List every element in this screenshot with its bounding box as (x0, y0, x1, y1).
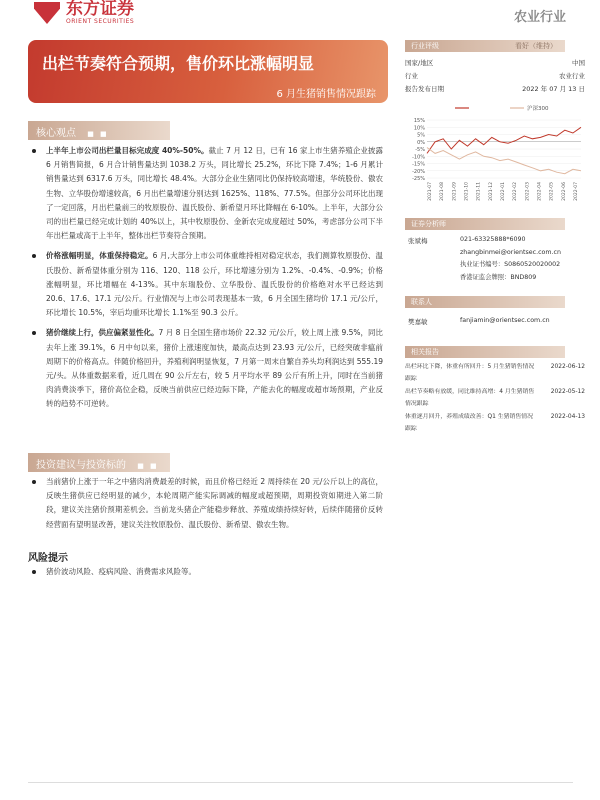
report-subtitle: 6 月生猪销售情况跟踪 (276, 89, 376, 100)
section-title: 投资建议与投资标的 (36, 460, 126, 471)
analyst-license: 香港证监会牌照：BND809 (460, 273, 537, 281)
analyst-cert: 执业证书编号：S0860520020002 (460, 261, 561, 268)
core-point (28, 144, 383, 243)
y-tick-label: 0% (417, 139, 425, 146)
info-value: 中国 (572, 59, 585, 67)
investment-point: 当前猪价上涨于一年之中猪肉消费最差的时候，而且价格已经近 2 周持续在 20 元/公斤以上的高位，反映生猪供应已经明显的减少，本轮周期产能实际调减的幅度或超预期，周期投资如期进入第二阶段，建议关注猪价预期差机会。当前龙头猪企产能稳步释放、养殖成绩持续好转，后续伴随猪价反转经营面有望明显改善，建议关注牧原股份、温氏股份、新希望、傲农生物。 (28, 475, 383, 532)
x-tick-label: 2022-02 (513, 182, 519, 201)
footer-divider (28, 782, 573, 783)
related-date: 2022-04-13 (550, 414, 585, 420)
chart-x-axis (427, 182, 579, 201)
core-point-lead: 上半年上市公司出栏量目标完成度 40%-50%。 (46, 146, 209, 155)
related-report[interactable] (405, 387, 585, 410)
rating-head: 行业评级 (411, 42, 439, 50)
x-tick-label: 2022-07 (574, 182, 579, 201)
logo-icon (34, 2, 60, 24)
contact-name: 樊嘉敏 (408, 318, 428, 326)
risk-list (28, 565, 383, 579)
series-line-0 (427, 127, 581, 153)
related-report[interactable] (405, 412, 585, 435)
related-date: 2022-06-12 (550, 364, 585, 370)
section-invest-header (28, 453, 170, 472)
contact-head: 联系人 (411, 298, 432, 306)
section-title: 核心观点 (36, 128, 76, 139)
core-points-list (28, 144, 383, 412)
x-tick-label: 2021-08 (440, 182, 446, 201)
info-key: 报告发布日期 (405, 85, 444, 93)
analyst-email[interactable]: zhangbinmei@orientsec.com.cn (460, 248, 561, 256)
report-title: 出栏节奏符合预期，售价环比涨幅明显 (42, 54, 315, 73)
y-tick-label: 5% (417, 132, 425, 139)
core-point (28, 249, 383, 320)
risk-title: 风险提示 (28, 553, 68, 564)
core-point (28, 326, 383, 411)
chart-grid (427, 120, 581, 178)
info-key: 行业 (405, 72, 418, 80)
industry-label: 农业行业 (513, 10, 566, 25)
rating-header (405, 40, 565, 52)
analyst-phone: 021-63325888*6090 (460, 236, 526, 243)
x-tick-label: 2021-12 (488, 182, 494, 201)
related-report[interactable] (405, 362, 585, 385)
y-tick-label: -20% (412, 168, 425, 175)
x-tick-label: 2022-01 (501, 182, 506, 201)
logo-subtext: ORIENT SECURITIES (66, 18, 135, 25)
x-tick-label: 2022-04 (537, 182, 543, 201)
y-tick-label: -25% (412, 176, 425, 182)
analyst-head: 证券分析师 (411, 220, 446, 228)
x-tick-label: 2022-06 (561, 182, 567, 201)
x-tick-label: 2022-05 (549, 182, 555, 201)
x-tick-label: 2022-03 (525, 182, 531, 201)
related-date: 2022-05-12 (550, 389, 585, 395)
company-logo (34, 0, 134, 26)
y-tick-label: 15% (413, 118, 425, 124)
x-tick-label: 2021-09 (452, 182, 458, 201)
analyst-header (405, 218, 565, 230)
legend-label: 沪深300 (527, 106, 549, 112)
contact-header (405, 296, 565, 308)
section-dots: ■ ■ (87, 130, 109, 138)
y-tick-label: 10% (413, 125, 425, 132)
core-point-lead: 猪价继续上行，供应偏紧显性化。 (46, 328, 159, 338)
core-point-text: 7 月 8 日全国生猪市场价 22.32 元/公斤，较上周上涨 9.5%，同比去年上涨 39.1%，6 月中旬以来，猪价上涨速度加快，最高点达到 23.93 元/公斤，已经突破非瘟前周期下的价格高点。伴随价格回升，养殖利润明显恢复，7 月第一周末自繁自养头均利润达到 555.19 元/头。从体重数据来看，近几周在 90 公斤左右，较 5 月平均水平 89 公斤有所上升，同时在当前猪肉消费淡季下，猪价高位企稳，反映当前供应已经边际下降，产能去化的幅度或超市场预期，产业反转的趋势不可逆转。 (46, 328, 384, 409)
section-core-header (28, 121, 170, 140)
report-banner (28, 40, 388, 103)
related-title[interactable]: 出栏环比下降，体重有所回升：5 月生猪销售情况跟踪 (405, 364, 535, 382)
info-value: 2022 年 07 月 13 日 (522, 85, 585, 93)
rating-value: 看好（维持） (515, 42, 557, 50)
analyst-details (460, 234, 561, 284)
core-point-text: 6 月,大部分上市公司体重维持相对稳定状态，我们测算牧原股份、温氏股份、新希望体重分别为 116、120、118 公斤，环比增速分别为 1.2%、-0.4%、-0.9%；价格涨幅明显，环比增幅在 4-13%。其中东瑞股份、立华股份、温氏股份的价格绝对水平已经达到 20.6、17.6、17.1 元/公斤。行业情况与上市公司表现基本一致，6 月全国生猪均价 17.1 元/公斤，环比增长 10.5%，宰后均重环比增长 1.1%至 90.3 公斤。 (46, 251, 383, 318)
x-tick-label: 2021-07 (428, 182, 433, 201)
core-point-lead: 价格涨幅明显，体重保持稳定。 (46, 251, 153, 261)
related-title[interactable]: 出栏节奏略有放缓，同比维持高增：4 月生猪销售情况跟踪 (405, 389, 535, 407)
chart-legend (455, 104, 549, 112)
analyst-name: 张斌梅 (408, 237, 428, 245)
y-tick-label: -10% (412, 154, 425, 161)
section-dots: ■ ■ (137, 462, 159, 470)
investment-list (28, 475, 383, 532)
risk-point: 猪价波动风险、疫病风险、消费需求风险等。 (28, 565, 383, 579)
chart-y-axis (412, 118, 425, 182)
series-line-1 (427, 148, 581, 174)
related-head: 相关报告 (411, 348, 439, 356)
info-key: 国家/地区 (405, 59, 434, 67)
y-tick-label: -5% (415, 147, 425, 153)
x-tick-label: 2021-11 (476, 182, 482, 201)
related-header (405, 346, 565, 358)
related-title[interactable]: 体重逐月回升，养殖成绩改善：Q1 生猪销售情况跟踪 (405, 414, 534, 432)
performance-chart (405, 100, 585, 205)
y-tick-label: -15% (412, 161, 425, 168)
x-tick-label: 2021-10 (464, 182, 470, 201)
logo-text: 东方证券 (66, 0, 134, 19)
contact-email[interactable]: fanjiamin@orientsec.com.cn (460, 317, 550, 324)
info-value: 农业行业 (559, 72, 585, 80)
core-point-text: 截止 7 月 12 日，已有 16 家上市生猪养殖企业披露 6 月销售简报，6 月合计销售量达到 1038.2 万头，同比增长 25.2%，环比下降 7.4%；1-6 月累计销售量达到 6317.6 万头，同比增长 48.4%。大部分企业生猪同比仍保持较高增速，华统股份、傲农生物、立华股份增速较高，6 月出栏量增速分别达到 1625%、118%、77.5%。但部分公司环比出现了一定回落，月出栏量前三的牧原股份、温氏股份、新希望月环比降幅在 6-10%。上半年，大部分公司的出栏量已经完成计划的 40%以上，其中牧原股份、金新农完成度超过 50%，考虑部分公司下半年出栏量或高于上半年，整体出栏节奏符合预期。 (46, 146, 383, 241)
